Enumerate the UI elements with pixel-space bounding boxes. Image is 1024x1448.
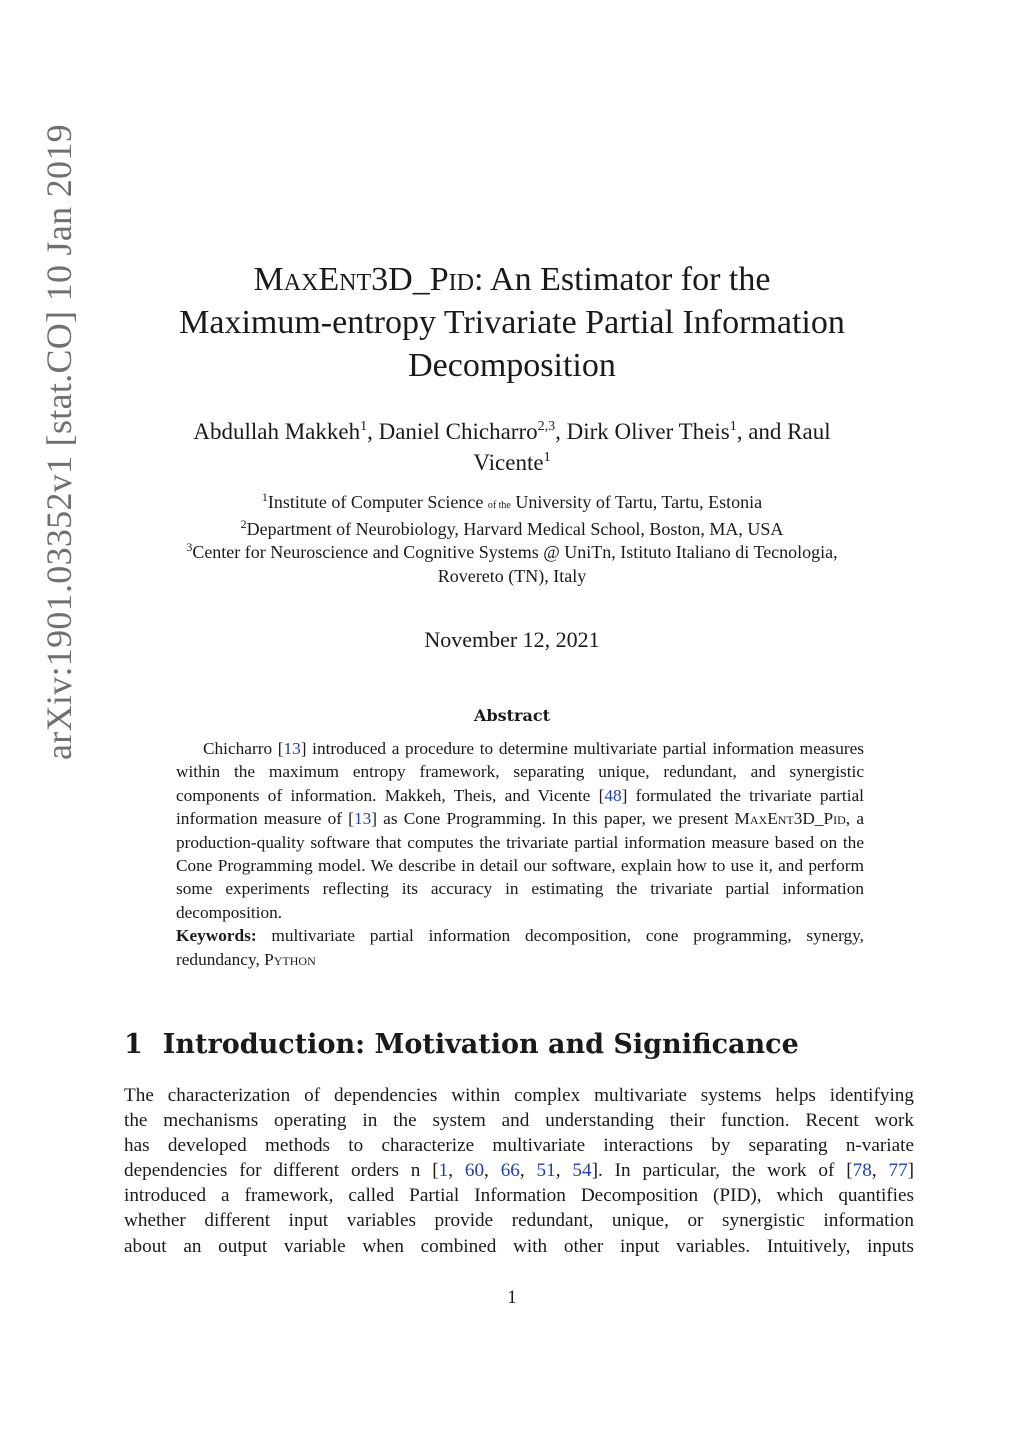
keywords [176,924,864,971]
intro-text: ]. In particular, the work of [ [591,1160,853,1182]
author-name: , and Raul [736,419,831,444]
affil-text: Department of Neurobiology, Harvard Medical School, Boston, MA, USA [246,518,784,539]
paper-title [0,258,1024,387]
citation-link[interactable]: 54 [572,1160,592,1182]
keywords-text: multivariate partial information decomposition, cone programming, synergy, redundancy, [176,926,864,969]
section-heading [124,1029,799,1060]
abstract-text: ] as Cone Programming. In this paper, we present [371,809,735,829]
affil-text: Institute of Computer Science [267,492,484,512]
intro-line: dependencies for different orders n [1, 60, 66, 51, 54]. In particular, the work of [78, 77] [124,1160,915,1182]
title-software-name: MaxEnt3D_Pid [253,261,474,298]
keywords-label: Keywords: [176,926,257,946]
citation-link[interactable]: 51 [536,1160,556,1182]
affil-mark: 3 [186,540,193,554]
affil-text-small: of the [487,500,511,511]
citation-link[interactable]: 60 [464,1160,485,1182]
author-affil-mark: 1 [360,419,368,434]
section-number: 1 [124,1029,143,1060]
affiliations [0,491,1024,588]
affil-mark: 1 [261,490,268,504]
citation-link[interactable]: 66 [500,1160,520,1182]
abstract-text: Chicharro [ [203,739,284,758]
intro-line: whether different input variables provide redundant, unique, or synergistic information [124,1210,914,1232]
author-affil-mark: 2,3 [537,419,556,434]
affiliation-3-cont: Rovereto (TN), Italy [437,565,587,586]
affil-mark: 2 [240,516,247,531]
citation-link[interactable]: 13 [283,739,301,758]
author-name: , Dirk Oliver Theis [555,419,730,444]
section-title: Introduction: Motivation and Significance [162,1029,799,1060]
abstract-text: ] introduced a procedure to determine multivariate partial information measures within the maximum entropy framework, separating unique, redundant, and synergistic components of information. Makkeh, Theis, and Vicente [ [176,739,864,805]
abstract-text: ] formulated the trivariate partial information measure of [ [176,785,864,829]
software-name: MaxEnt3D_Pid [734,809,846,829]
title-line1: : An Estimator for the [473,261,771,298]
affiliation-3 [0,541,1024,565]
author-affil-mark: 1 [729,419,737,434]
arxiv-stamp: arXiv:1901.03352v1 [stat.CO] 10 Jan 2019 [39,124,79,760]
paper-date: November 12, 2021 [424,627,600,652]
author-affil-mark: 1 [543,450,551,465]
intro-text: ] [907,1160,915,1182]
abstract-heading: Abstract [474,706,550,725]
affil-text: Center for Neuroscience and Cognitive Systems @ UniTn, Istituto Italiano di Tecnologia, [192,542,838,562]
affil-text: University of Tartu, Tartu, Estonia [515,492,763,512]
page-number: 1 [507,1287,517,1308]
intro-text: dependencies for different orders n [ [124,1160,439,1182]
author-name: Abdullah Makkeh [193,419,361,444]
citation-link[interactable]: 1 [438,1160,449,1182]
intro-line: the mechanisms operating in the system and understanding their function. Recent work [124,1110,914,1132]
keywords-python: Python [264,949,316,969]
affiliation-2 [0,518,1024,542]
author-name: Vicente [473,450,544,475]
citation-link[interactable]: 13 [353,809,372,829]
abstract-body [176,737,864,971]
intro-line: The characterization of dependencies within complex multivariate systems helps identifying [124,1085,914,1106]
intro-line: about an output variable when combined with other input variables. Intuitively, inputs [124,1235,914,1257]
abstract-paragraph [176,737,864,924]
intro-line: has developed methods to characterize multivariate interactions by separating n-variate [124,1135,914,1157]
intro-paragraph [124,1083,914,1259]
title-line2: Maximum-entropy Trivariate Partial Information [179,304,845,341]
citation-link[interactable]: 77 [888,1160,908,1182]
intro-line: introduced a framework, called Partial Information Decomposition (PID), which quantifies [124,1185,914,1207]
citation-link[interactable]: 78 [852,1160,872,1182]
author-list [0,416,1024,478]
abstract-text: , a production-quality software that computes the trivariate partial information measure based on the Cone Programming model. We describe in detail our software, explain how to use it, and perform some experiments reflecting its accuracy in estimating the trivariate partial information decomposition. [176,809,864,922]
title-line3: Decomposition [408,347,616,384]
affiliation-1 [0,491,1024,518]
author-name: , Daniel Chicharro [367,419,538,444]
citation-link[interactable]: 48 [604,785,622,805]
